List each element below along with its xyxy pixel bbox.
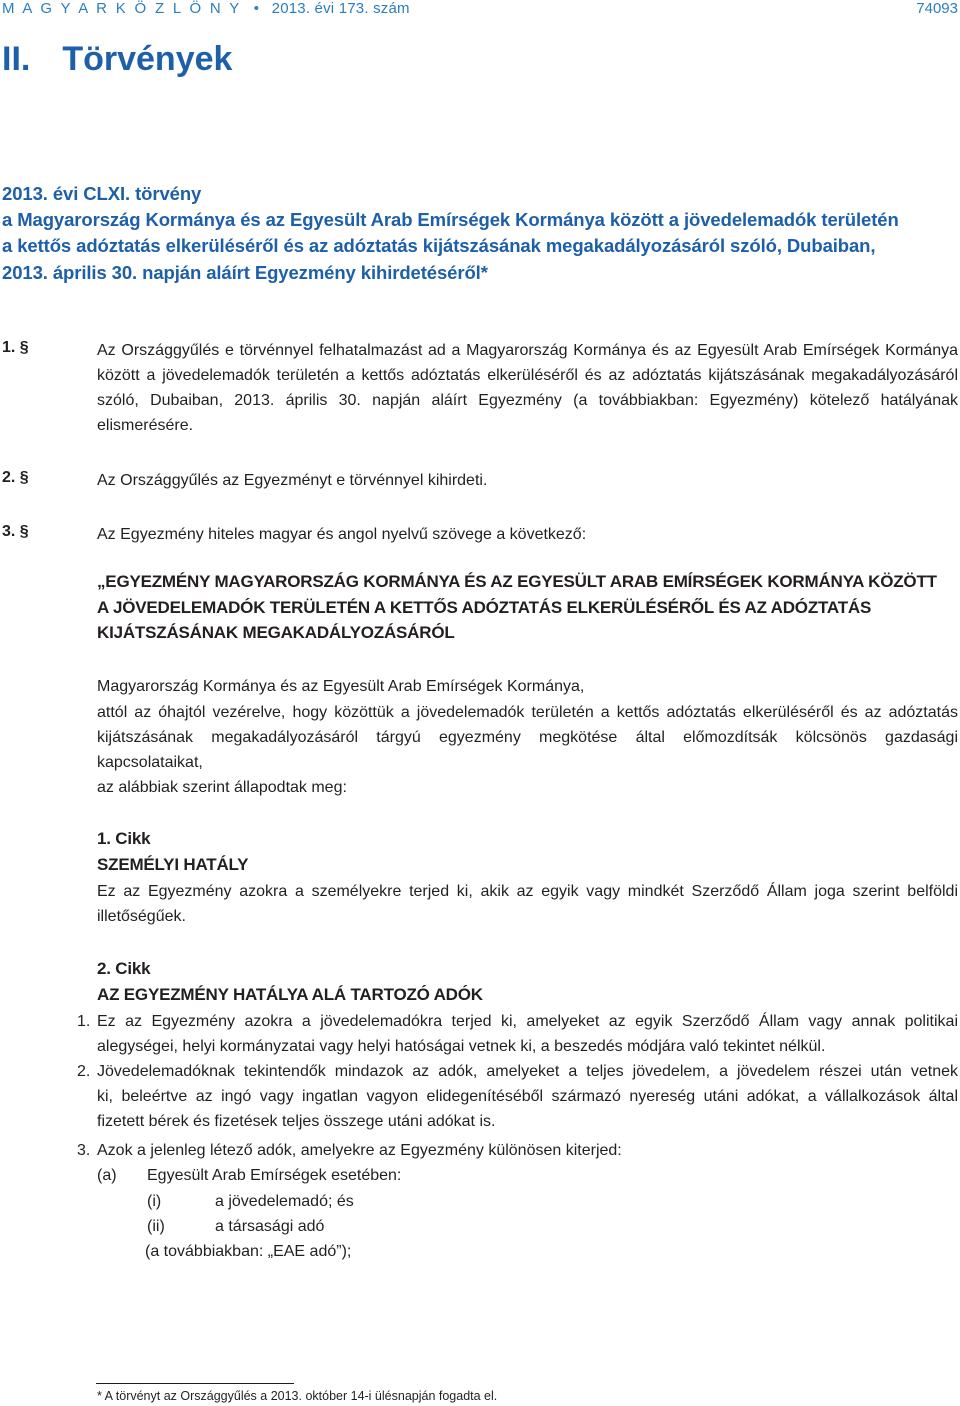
- page-number: 74093: [916, 0, 958, 17]
- agreement-title-line: „EGYEZMÉNY MAGYARORSZÁG KORMÁNYA ÉS AZ EGYESÜLT ARAB EMÍRSÉGEK KORMÁNYA KÖZÖTT: [97, 572, 937, 591]
- preamble-line: kapcsolataikat,: [97, 754, 203, 771]
- journal-name: M A G Y A R K Ö Z L Ö N Y: [2, 0, 242, 17]
- article-subheading: SZEMÉLYI HATÁLY: [97, 855, 249, 874]
- law-title-line: a Magyarország Kormánya és az Egyesült Arab Emírségek Kormánya között a jövedelemadók területén: [2, 209, 899, 230]
- item-number: 1.: [77, 1013, 91, 1030]
- subitem-text: a jövedelemadó; és: [215, 1193, 354, 1210]
- subitem-label: (ii): [147, 1218, 165, 1235]
- preamble-line: kijátszásának megakadályozásáról tárgyú egyezmény megkötése által előmozdítsák kölcsönös gazdasági: [97, 729, 958, 746]
- subitem-closing: (a továbbiakban: „EAE adó”);: [145, 1243, 352, 1260]
- law-title-line: 2013. április 30. napján aláírt Egyezmény kihirdetéséről*: [2, 262, 488, 283]
- preamble-line: az alábbiak szerint állapodtak meg:: [97, 779, 347, 796]
- article-subheading: AZ EGYEZMÉNY HATÁLYA ALÁ TARTOZÓ ADÓK: [97, 985, 483, 1004]
- subitem-text: a társasági adó: [215, 1218, 325, 1235]
- part-heading: [2, 40, 232, 79]
- article-heading: 1. Cikk: [97, 829, 151, 848]
- section-number: 2. §: [2, 469, 29, 486]
- law-title-line: a kettős adóztatás elkerüléséről és az adóztatás kijátszásának megakadályozásáról szóló, Dubaiban,: [2, 235, 876, 256]
- part-numeral: II.: [2, 40, 31, 78]
- item-text-line: ki, beleértve az ingó vagy ingatlan vagyon elidegenítéséből származó nyereség utáni adókat, a vállalkozások által: [97, 1088, 958, 1105]
- item-number: 3.: [77, 1142, 91, 1159]
- item-number: 2.: [77, 1063, 91, 1080]
- issue-number: 2013. évi 173. szám: [271, 0, 410, 17]
- item-text-line: Azok a jelenleg létező adók, amelyekre az Egyezmény különösen kiterjed:: [97, 1142, 622, 1159]
- section-text-line: Az Országgyűlés az Egyezményt e törvénnyel kihirdeti.: [97, 472, 488, 489]
- item-text-line: alegységei, helyi kormányzatai vagy helyi hatóságai vetnek ki, a beszedés módjára való tekintet nélkül.: [97, 1038, 826, 1055]
- subitem-label: (a): [97, 1167, 117, 1184]
- header-bullet: •: [253, 0, 260, 17]
- section-text-line: elismerésére.: [97, 417, 194, 434]
- subitem-label: (i): [147, 1193, 162, 1210]
- law-title-line: 2013. évi CLXI. törvény: [2, 183, 202, 204]
- item-text-line: Ez az Egyezmény azokra a jövedelemadókra terjed ki, amelyeket az egyik Szerződő Állam vagy annak politikai: [97, 1013, 958, 1030]
- item-text-line: fizetett bérek és fizetések teljes összege utáni adókat is.: [97, 1113, 496, 1130]
- section-number: 3. §: [2, 523, 29, 540]
- section-number: 1. §: [2, 339, 29, 356]
- footnote-separator: [96, 1383, 294, 1384]
- item-text-line: Jövedelemadóknak tekintendők mindazok az adók, amelyeket a teljes jövedelem, a jövedelem részei után vetnek: [97, 1063, 958, 1080]
- article-text-line: illetőségűek.: [97, 908, 186, 925]
- footnote: * A törvényt az Országgyűlés a 2013. október 14-i ülésnapján fogadta el.: [97, 1389, 498, 1403]
- article-text-line: Ez az Egyezmény azokra a személyekre terjed ki, akik az egyik vagy mindkét Szerződő Állam joga szerint belföldi: [97, 883, 958, 900]
- section-text-line: szóló, Dubaiban, 2013. április 30. napján aláírt Egyezmény (a továbbiakban: Egyezmény) kötelező hatályának: [97, 392, 958, 409]
- section-text-line: között a jövedelemadók területén a kettős adóztatás elkerüléséről és az adóztatás kijátszásának megakadályozásáról: [97, 367, 958, 384]
- section-text-line: Az Egyezmény hiteles magyar és angol nyelvű szövege a következő:: [97, 526, 587, 543]
- part-title: Törvények: [62, 40, 233, 78]
- running-header-left: [2, 0, 410, 17]
- agreement-title-line: A JÖVEDELEMADÓK TERÜLETÉN A KETTŐS ADÓZTATÁS ELKERÜLÉSÉRŐL ÉS AZ ADÓZTATÁS: [97, 598, 872, 617]
- section-text-line: Az Országgyűlés e törvénnyel felhatalmazást ad a Magyarország Kormánya és az Egyesült Arab Emírségek Kormánya: [97, 342, 958, 359]
- article-heading: 2. Cikk: [97, 959, 151, 978]
- preamble-line: Magyarország Kormánya és az Egyesült Arab Emírségek Kormánya,: [97, 678, 585, 695]
- agreement-title-line: KIJÁTSZÁSÁNAK MEGAKADÁLYOZÁSÁRÓL: [97, 623, 455, 642]
- preamble-line: attól az óhajtól vezérelve, hogy közöttük a jövedelemadók területén a kettős adóztatás elkerüléséről és az adóztatás: [97, 704, 958, 721]
- subitem-text: Egyesült Arab Emírségek esetében:: [147, 1167, 402, 1184]
